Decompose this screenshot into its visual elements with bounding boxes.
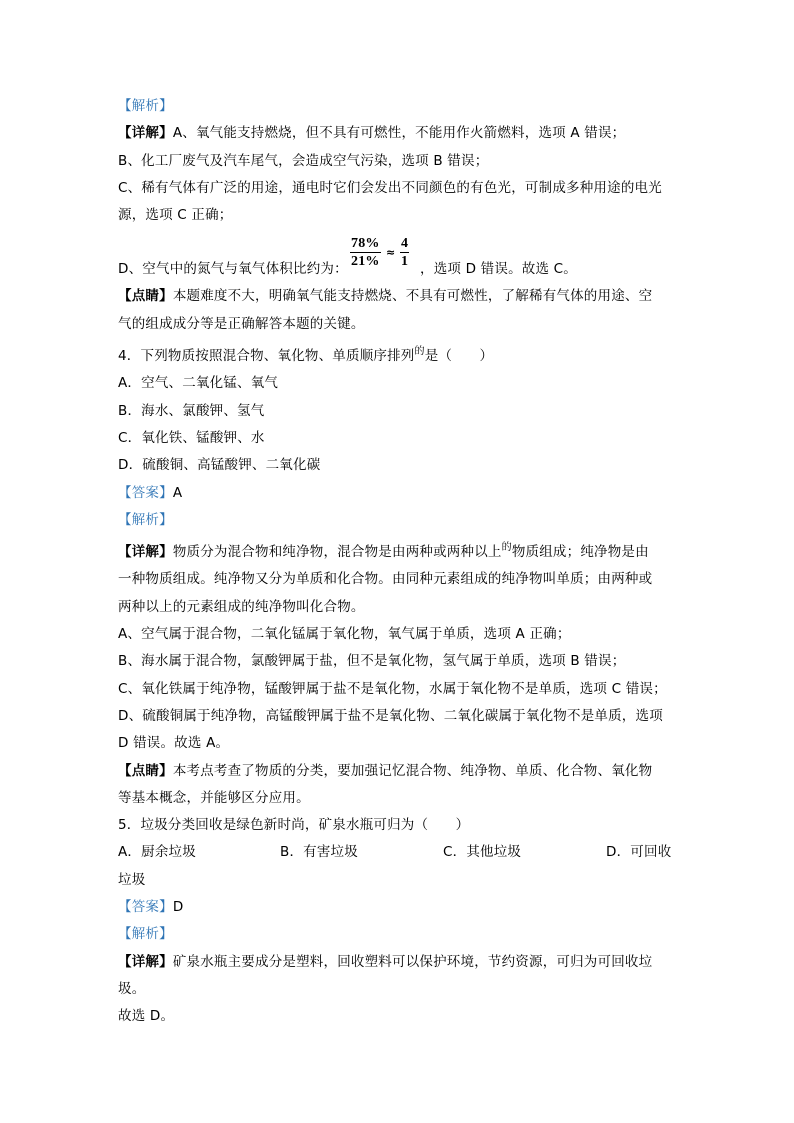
detail-text-end: 物质组成；纯净物是由 <box>511 544 649 561</box>
formula-fraction-ratio <box>400 235 409 270</box>
detail-tag: 【详解】 <box>118 544 173 561</box>
tip-tag: 【点睛】 <box>118 762 173 779</box>
q3-analysis-heading <box>118 93 678 120</box>
q4-tip-line1 <box>118 758 678 785</box>
q3-detail-d <box>118 229 678 283</box>
detail-d-prefix: D、空气中的氮气与氧气体积比约为： <box>118 261 348 278</box>
q5-detail-line1 <box>118 949 678 976</box>
q4-detail-d-line1: D、硫酸铜属于纯净物，高锰酸钾属于盐不是氧化物、二氧化碳属于氧化物不是单质，选项 <box>118 707 663 724</box>
answer-value: D <box>172 899 184 916</box>
q5-option-d-wrap: 垃圾 <box>118 871 146 888</box>
q3-detail-c-line2: 源，选项 C 正确； <box>118 207 233 224</box>
analysis-tag: 【解析】 <box>118 511 173 528</box>
detail-text: A、氧气能支持燃烧，但不具有可燃性，不能用作火箭燃料，选项 A 错误； <box>172 125 626 142</box>
q3-detail-b: B、化工厂废气及汽车尾气，会造成空气污染，选项 B 错误； <box>118 152 489 169</box>
q5-analysis-heading <box>118 921 678 948</box>
q4-option-a: A．空气、二氧化锰、氧气 <box>118 375 279 392</box>
q5-stem: 5．垃圾分类回收是绿色新时尚，矿泉水瓶可归为（ ） <box>118 817 470 834</box>
question-text-end: 是（ ） <box>424 348 494 365</box>
q5-option-a: A．厨余垃圾 <box>118 844 196 861</box>
detail-tag: 【详解】 <box>118 953 173 970</box>
q4-tip-line2: 等基本概念，并能够区分应用。 <box>118 789 310 806</box>
q4-detail-line3: 两种以上的元素组成的纯净物叫化合物。 <box>118 598 365 615</box>
q4-option-c: C．氧化铁、锰酸钾、水 <box>118 429 265 446</box>
q4-detail-a: A、空气属于混合物，二氧化锰属于氧化物，氧气属于单质，选项 A 正确； <box>118 626 571 643</box>
q3-detail-a <box>118 120 678 147</box>
q4-option-d: D．硫酸铜、高锰酸钾、二氧化碳 <box>118 457 321 474</box>
q4-option-b: B．海水、氯酸钾、氢气 <box>118 402 265 419</box>
q4-detail-b: B、海水属于混合物，氯酸钾属于盐，但不是氧化物，氢气属于单质，选项 B 错误； <box>118 653 626 670</box>
answer-tag: 【答案】 <box>118 484 173 501</box>
fraction-numerator: 78% <box>351 236 380 252</box>
question-text: 4．下列物质按照混合物、氧化物、单质顺序排列 <box>118 348 415 365</box>
formula-fraction-percent <box>350 235 381 270</box>
tip-text: 本题难度不大，明确氧气能支持燃烧、不具有可燃性，了解稀有气体的用途、空 <box>172 288 653 305</box>
detail-text: 矿泉水瓶主要成分是塑料，回收塑料可以保护环境，节约资源，可归为可回收垃 <box>172 953 653 970</box>
analysis-tag: 【解析】 <box>118 98 173 114</box>
tip-tag: 【点睛】 <box>118 288 173 305</box>
q5-option-d: D．可回收 <box>606 844 672 861</box>
q3-tip-line1 <box>118 283 678 310</box>
tip-text: 本考点考查了物质的分类，要加强记忆混合物、纯净物、单质、化合物、氧化物 <box>172 762 653 779</box>
q5-answer <box>118 894 678 921</box>
fraction-denominator: 1 <box>401 254 409 270</box>
fraction-denominator: 21% <box>351 254 380 270</box>
q4-analysis-heading <box>118 507 678 534</box>
detail-sup-char: 的 <box>501 542 512 554</box>
q4-detail-line2: 一种物质组成。纯净物又分为单质和化合物。由同种元素组成的纯净物叫单质；由两种或 <box>118 571 653 588</box>
q3-tip-line2: 气的组成成分等是正确解答本题的关键。 <box>118 315 365 332</box>
q4-detail-d-line2: D 错误。故选 A。 <box>118 735 230 752</box>
q5-option-c: C．其他垃圾 <box>443 844 522 861</box>
detail-d-suffix: ，选项 D 错误。故选 C。 <box>420 261 577 278</box>
answer-tag: 【答案】 <box>118 899 173 916</box>
q4-answer <box>118 480 678 507</box>
q3-detail-c-line1: C、稀有气体有广泛的用途，通电时它们会发出不同颜色的有色光，可制成多种用途的电光 <box>118 179 662 196</box>
question-sup-char: 的 <box>414 346 425 358</box>
answer-value: A <box>172 484 183 501</box>
detail-text: 物质分为混合物和纯净物，混合物是由两种或两种以上 <box>172 544 502 561</box>
q4-stem <box>118 338 678 370</box>
q5-option-b: B．有害垃圾 <box>280 844 358 861</box>
approx-symbol: ≈ <box>386 246 396 260</box>
q5-detail-line2: 圾。 <box>118 980 146 997</box>
q5-conclusion: 故选 D。 <box>118 1008 175 1025</box>
detail-tag: 【详解】 <box>118 125 173 142</box>
document-page <box>118 93 678 1031</box>
q5-options-row <box>118 839 678 866</box>
q4-detail-line1 <box>118 534 678 566</box>
q4-detail-c: C、氧化铁属于纯净物，锰酸钾属于盐不是氧化物，水属于氧化物不是单质，选项 C 错误； <box>118 680 667 697</box>
analysis-tag: 【解析】 <box>118 926 173 943</box>
fraction-numerator: 4 <box>401 236 409 252</box>
